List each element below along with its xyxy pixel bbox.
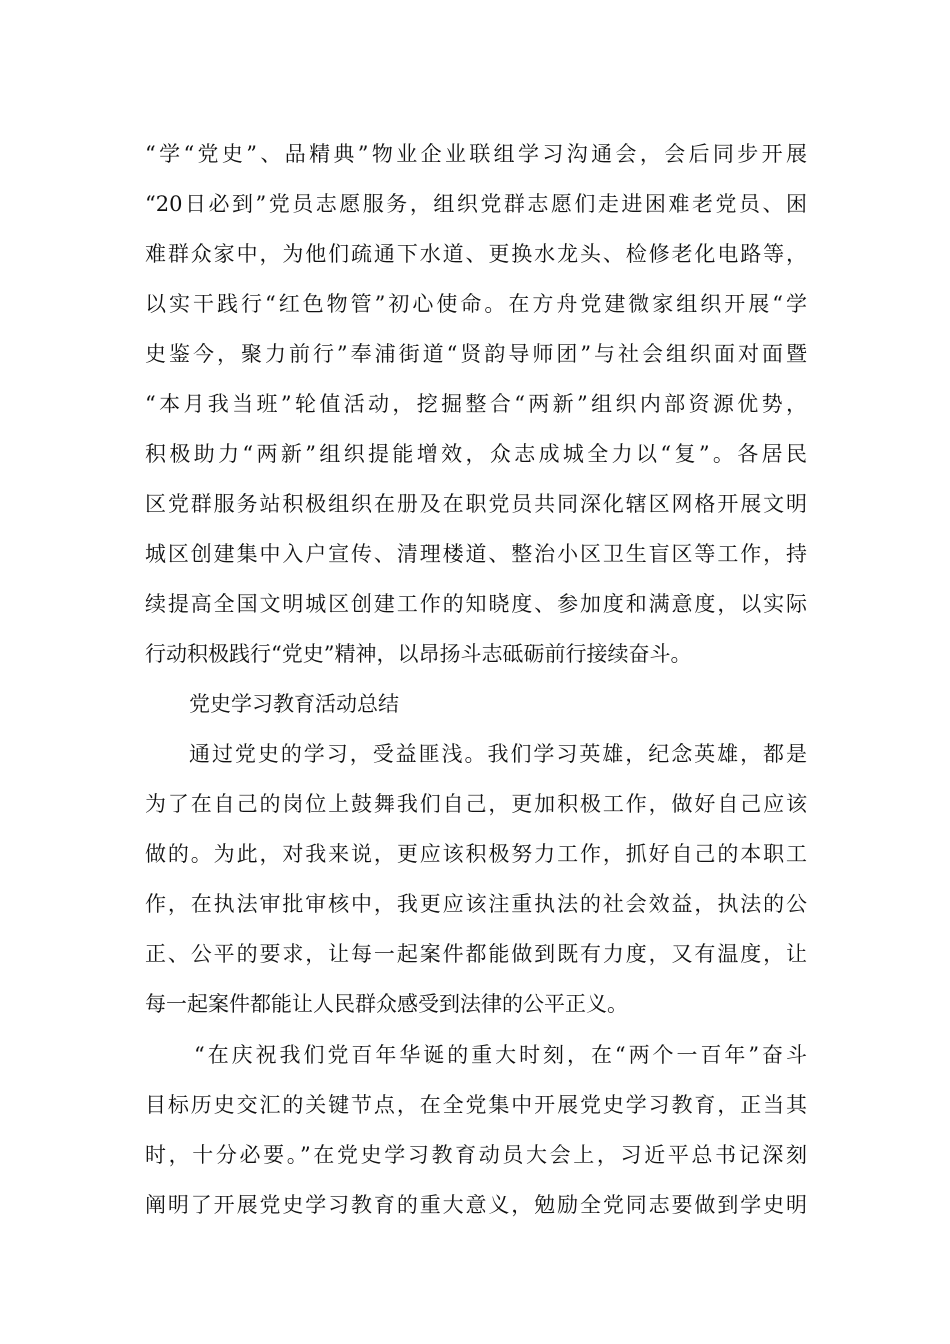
paragraph-1-line-7: 积极助力“两新”组织提能增效，众志成城全力以“复”。各居民 xyxy=(145,442,807,466)
paragraph-1-line-2: “20日必到”党员志愿服务，组织党群志愿们走进困难老党员、困 xyxy=(145,192,807,216)
section-heading: 党史学习教育活动总结 xyxy=(189,692,399,716)
paragraph-1-line-10: 续提高全国文明城区创建工作的知晓度、参加度和满意度，以实际 xyxy=(145,592,807,616)
paragraph-3-line-1: “在庆祝我们党百年华诞的重大时刻，在“两个一百年”奋斗 xyxy=(194,1043,807,1067)
paragraph-1-line-4: 以实干践行“红色物管”初心使命。在方舟党建微家组织开展“学 xyxy=(145,292,807,316)
paragraph-3-line-2: 目标历史交汇的关键节点，在全党集中开展党史学习教育，正当其 xyxy=(145,1093,807,1117)
paragraph-2-line-1: 通过党史的学习，受益匪浅。我们学习英雄，纪念英雄，都是 xyxy=(189,742,807,766)
paragraph-2-line-6: 每一起案件都能让人民群众感受到法律的公平正义。 xyxy=(145,992,628,1016)
paragraph-1-line-6: “本月我当班”轮值活动，挖掘整合“两新”组织内部资源优势， xyxy=(145,392,807,416)
paragraph-1-line-5: 史鉴今，聚力前行”奉浦街道“贤韵导师团”与社会组织面对面暨 xyxy=(145,342,807,366)
paragraph-1-line-8: 区党群服务站积极组织在册及在职党员共同深化辖区网格开展文明 xyxy=(145,492,807,516)
paragraph-1-line-9: 城区创建集中入户宣传、清理楼道、整治小区卫生盲区等工作，持 xyxy=(145,542,807,566)
paragraph-1-line-11: 行动积极践行“党史”精神，以昂扬斗志砥砺前行接续奋斗。 xyxy=(145,642,692,666)
paragraph-2-line-2: 为了在自己的岗位上鼓舞我们自己，更加积极工作，做好自己应该 xyxy=(145,792,807,816)
paragraph-2-line-4: 作，在执法审批审核中，我更应该注重执法的社会效益，执法的公 xyxy=(145,892,807,916)
paragraph-2-line-3: 做的。为此，对我来说，更应该积极努力工作，抓好自己的本职工 xyxy=(145,842,807,866)
paragraph-1-line-3: 难群众家中，为他们疏通下水道、更换水龙头、检修老化电路等， xyxy=(145,242,807,266)
paragraph-3-line-4: 阐明了开展党史学习教育的重大意义，勉励全党同志要做到学史明 xyxy=(145,1193,807,1217)
paragraph-3-line-3: 时，十分必要。”在党史学习教育动员大会上，习近平总书记深刻 xyxy=(145,1143,807,1167)
paragraph-2-line-5: 正、公平的要求，让每一起案件都能做到既有力度，又有温度，让 xyxy=(145,942,807,966)
paragraph-1-line-1: “学“党史”、品精典”物业企业联组学习沟通会，会后同步开展 xyxy=(145,142,807,166)
